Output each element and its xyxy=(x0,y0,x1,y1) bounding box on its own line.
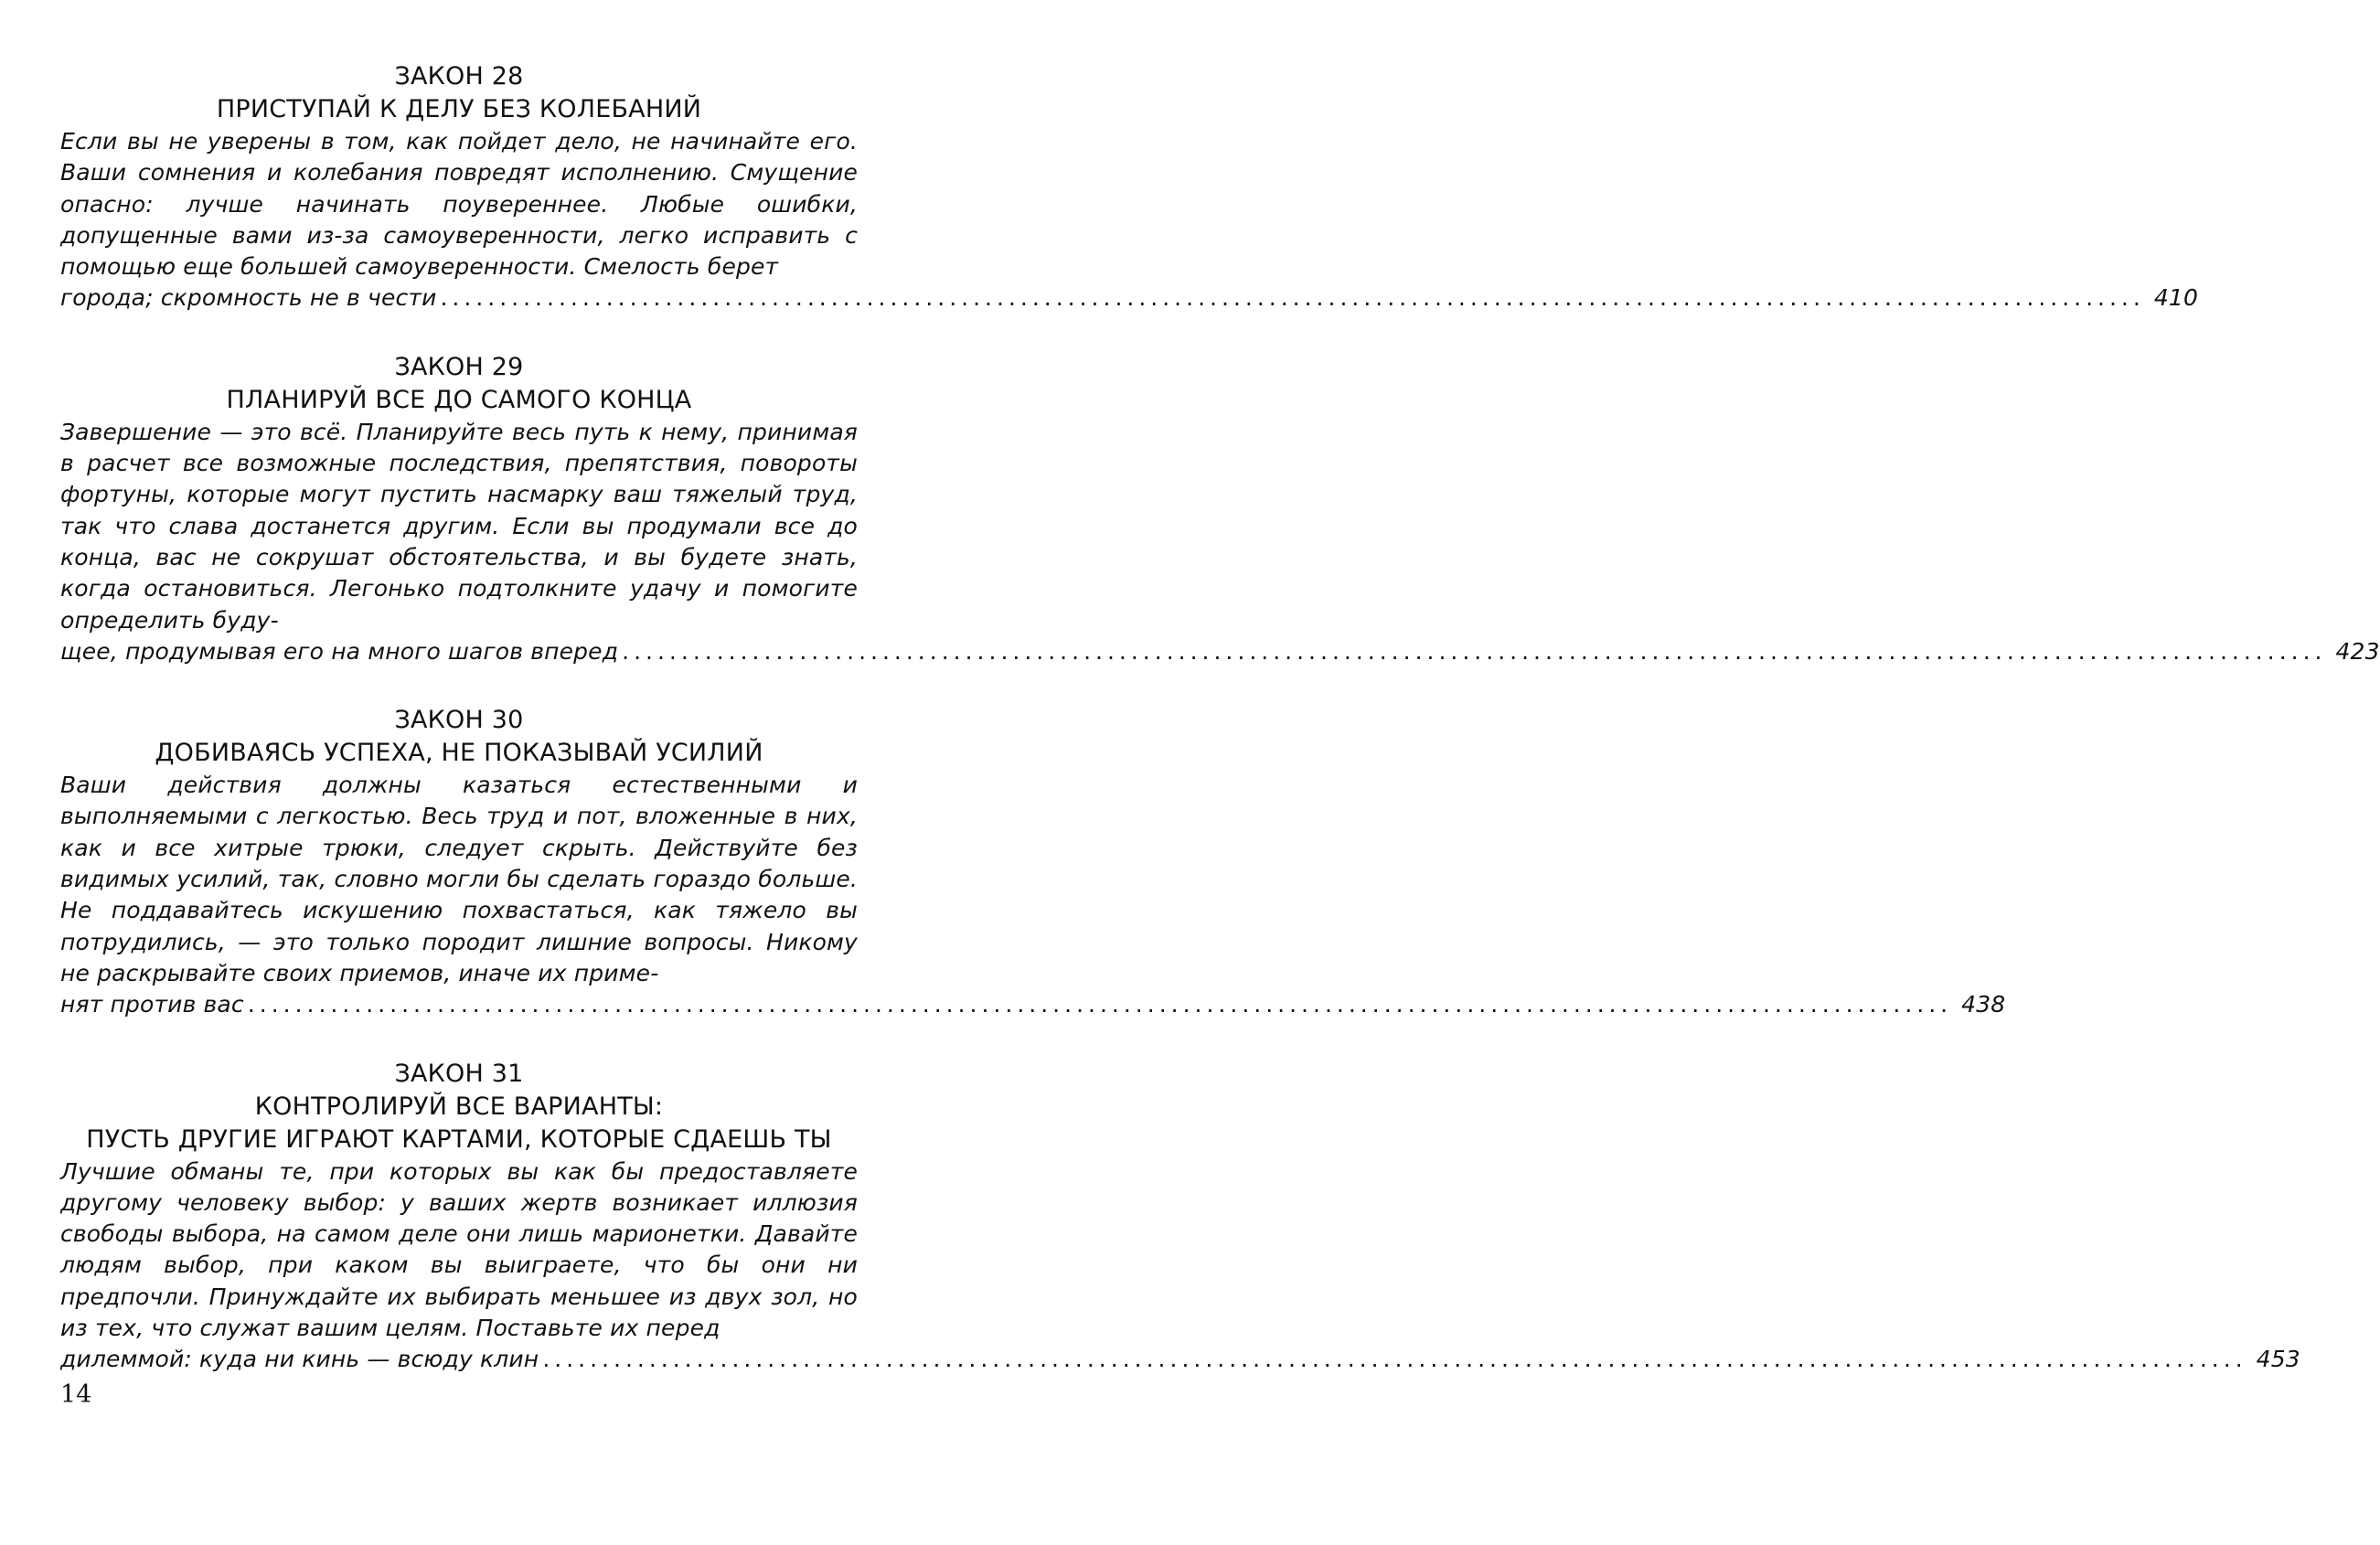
page-number-link[interactable]: 410 xyxy=(2153,284,2198,312)
dot-leader: ................................................................................................................................................ xyxy=(440,284,2145,312)
law-title: КОНТРОЛИРУЙ ВСЕ ВАРИАНТЫ: ПУСТЬ ДРУГИЕ ИГРАЮТ КАРТАМИ, КОТОРЫЕ СДАЕШЬ ТЫ xyxy=(86,1092,832,1154)
law-last-line-text: щее, продумывая его на много шагов вперед xyxy=(60,637,619,665)
law-last-line xyxy=(60,636,2380,667)
law-last-line xyxy=(60,989,2006,1020)
law-title: ПРИСТУПАЙ К ДЕЛУ БЕЗ КОЛЕБАНИЙ xyxy=(216,95,702,123)
page-number-link[interactable]: 438 xyxy=(1961,991,2006,1018)
contents-page xyxy=(60,60,2380,1412)
law-number: ЗАКОН 29 xyxy=(394,352,524,381)
law-last-line xyxy=(60,282,2198,314)
law-entry-29 xyxy=(60,351,2380,667)
page-folio: 14 xyxy=(60,1380,92,1409)
dot-leader: ................................................................................................................................................ xyxy=(542,1346,2247,1373)
law-last-line-text: нят против вас xyxy=(60,991,244,1018)
dot-leader: ................................................................................................................................................ xyxy=(247,991,1953,1018)
law-title: ДОБИВАЯСЬ УСПЕХА, НЕ ПОКАЗЫВАЙ УСИЛИЙ xyxy=(155,739,763,768)
law-entry-30 xyxy=(60,704,2006,1020)
law-description: Ваши действия должны казаться естественными и выполняемыми с легкостью. Весь труд и пот, вложенные в них, как и все хитрые трюки, следует скрыть. Действуйте без видимых усилий, так, словно могли бы сделать гораздо больше. Не поддавайтесь искушению похвастаться, как тяжело вы потрудились, — это только породит лишние вопросы. Никому не раскрывайте своих приемов, иначе их приме- xyxy=(60,772,858,986)
law-number: ЗАКОН 31 xyxy=(394,1059,524,1088)
law-description: Если вы не уверены в том, как пойдет дело, не начинайте его. Ваши сомнения и колебания повредят исполнению. Смущение опасно: лучше начинать поувереннее. Любые ошибки, допущенные вами из-за самоуверенности, легко исправить с помощью еще большей самоуверенности. Смелость берет xyxy=(60,128,858,281)
law-number: ЗАКОН 28 xyxy=(394,62,524,91)
law-description: Лучшие обманы те, при которых вы как бы предоставляете другому человеку выбор: у ваших жертв возникает иллюзия свободы выбора, на самом деле они лишь марионетки. Давайте людям выбор, при каком вы выиграете, что бы они ни предпочли. Принуждайте их выбирать меньшее из двух зол, но из тех, что служат вашим целям. Поставьте их перед xyxy=(60,1157,858,1342)
law-last-line-text: города; скромность не в чести xyxy=(60,284,437,312)
page-number-link[interactable]: 453 xyxy=(2256,1346,2300,1373)
law-last-line xyxy=(60,1344,2300,1375)
law-entry-31 xyxy=(60,1058,2300,1376)
page-number-link[interactable]: 423 xyxy=(2335,637,2380,665)
law-title: ПЛАНИРУЙ ВСЕ ДО САМОГО КОНЦА xyxy=(226,385,692,414)
law-number: ЗАКОН 30 xyxy=(394,706,524,735)
law-entry-28 xyxy=(60,60,2198,314)
law-description: Завершение — это всё. Планируйте весь путь к нему, принимая в расчет все возможные последствия, препятствия, повороты фортуны, которые могут пустить насмарку ваш тяжелый труд, так что слава достанется другим. Если вы продумали все до конца, вас не сокрушат обстоятельства, и вы будете знать, когда остановиться. Легонько подтолкните удачу и помогите определить буду- xyxy=(60,418,858,634)
dot-leader: ................................................................................................................................................ xyxy=(622,637,2327,665)
law-last-line-text: дилеммой: куда ни кинь — всюду клин xyxy=(60,1346,539,1373)
